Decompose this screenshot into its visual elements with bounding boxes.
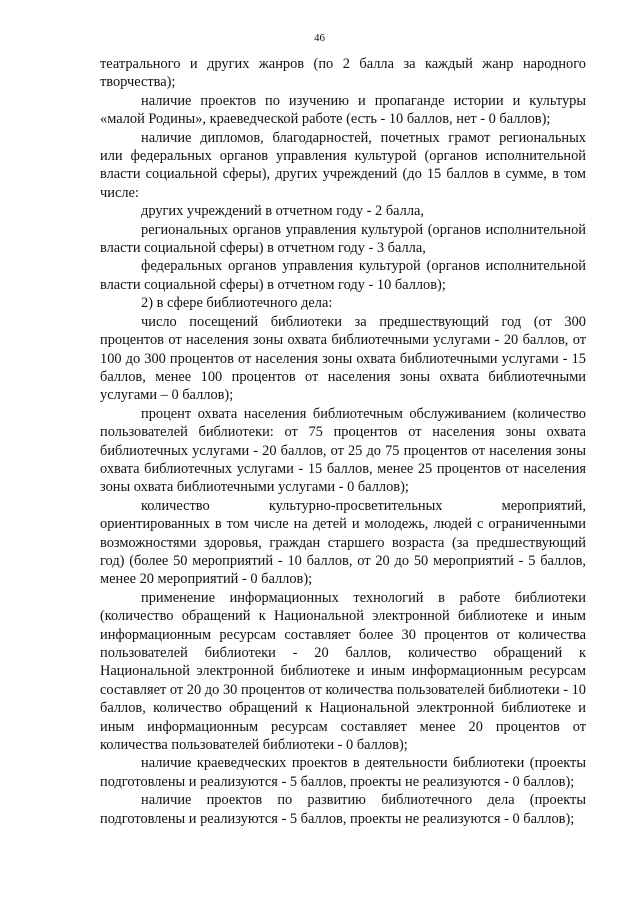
- paragraph-coverage-percent: процент охвата населения библиотечным обслуживанием (количество пользователей библиотеки: от 75 процентов от населения зоны охвата библиотечных услугами - 20 баллов, от 25 до 75 процентов от населения зоны охвата библиотечных услугами - 15 баллов, менее 25 процентов от населения зоны охвата библиотечными услугами - 0 баллов);: [100, 405, 586, 496]
- paragraph-regional-bodies: региональных органов управления культурой (органов исполнительной власти социальной сферы) в отчетном году - 3 балла,: [100, 221, 586, 257]
- paragraph-federal-bodies: федеральных органов управления культурой (органов исполнительной власти социальной сферы) в отчетном году - 10 баллов);: [100, 258, 586, 293]
- paragraph-local-history-library-projects: наличие краеведческих проектов в деятельности библиотеки (проекты подготовлены и реализуются - 5 баллов, проекты не реализуются - 0 баллов);: [100, 755, 586, 790]
- paragraph-local-history-projects: наличие проектов по изучению и пропаганде истории и культуры «малой Родины», краеведческой работе (есть - 10 баллов, нет - 0 баллов);: [100, 92, 586, 128]
- paragraph-continuation: театрального и других жанров (по 2 балла за каждый жанр народного творчества);: [100, 56, 586, 91]
- page-number: 46: [314, 32, 325, 44]
- paragraph-library-visits: число посещений библиотеки за предшествующий год (от 300 процентов от населения зоны охвата библиотечными услугами - 20 баллов, от 100 до 300 процентов от населения зоны охвата библиотечными услугами - 15 баллов, менее 100 процентов от населения зоны охвата библиотечными услугами – 0 баллов);: [100, 313, 586, 404]
- paragraph-library-section-heading: 2) в сфере библиотечного дела:: [141, 295, 333, 312]
- paragraph-other-institutions: других учреждений в отчетном году - 2 балла,: [141, 203, 425, 220]
- paragraph-library-development-projects: наличие проектов по развитию библиотечного дела (проекты подготовлены и реализуются - 5 баллов, проекты не реализуются - 0 баллов);: [100, 792, 586, 827]
- document-body: [100, 55, 586, 828]
- paragraph-information-technology: применение информационных технологий в работе библиотеки (количество обращений к Национальной электронной библиотеке и иным информационным ресурсам составляет более 30 процентов от количества пользователей библиотеки - 20 баллов, количество обращений к Национальной электронной библиотеке и иным информационным ресурсам составляет от 20 до 30 процентов от количества пользователей библиотеки - 10 баллов, количество обращений к Национальной электронной библиотеке и иным информационным ресурсам составляет менее 20 процентов от количества пользователей библиотеки - 0 баллов);: [100, 589, 586, 754]
- paragraph-cultural-events: количество культурно-просветительных мероприятий, ориентированных в том числе на детей и молодежь, людей с ограниченными возможностями здоровья, граждан старшего возраста (за предшествующий год) (более 50 мероприятий - 10 баллов, от 20 до 50 мероприятий - 5 баллов, менее 20 мероприятий - 0 баллов);: [100, 497, 586, 588]
- paragraph-diplomas: наличие дипломов, благодарностей, почетных грамот региональных или федеральных органов управления культурой (органов исполнительной власти социальной сферы), других учреждений (до 15 баллов в сумме, в том числе:: [100, 129, 586, 201]
